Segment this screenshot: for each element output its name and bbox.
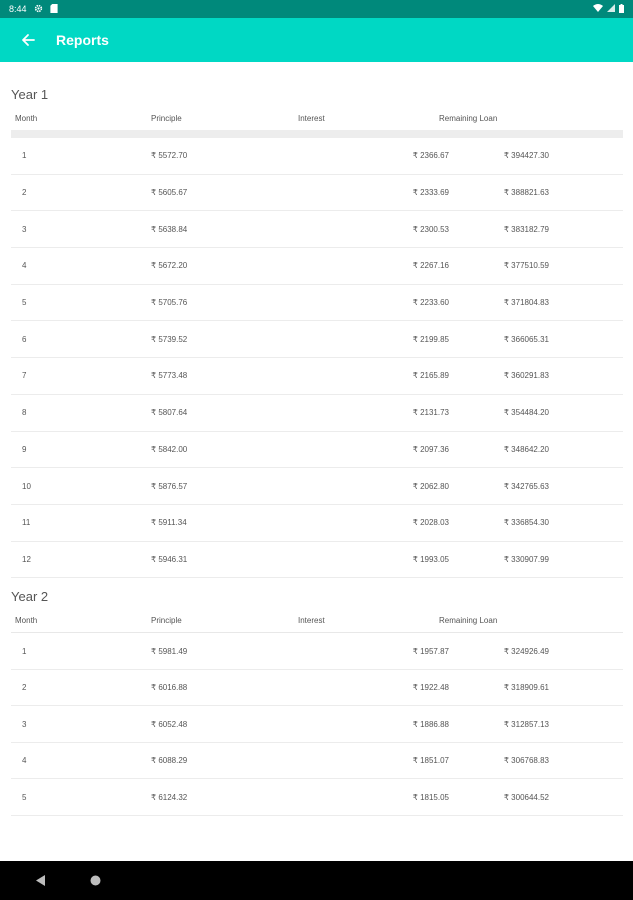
table-row <box>11 743 623 780</box>
gear-icon <box>34 4 43 15</box>
status-bar <box>0 0 633 18</box>
cell-principle: ₹ 5739.52 <box>151 334 188 344</box>
back-triangle-icon <box>36 875 46 886</box>
cell-month: 5 <box>22 298 27 308</box>
cell-principle: ₹ 5842.00 <box>151 444 188 454</box>
cell-remaining-loan: ₹ 366065.31 <box>503 334 549 344</box>
cell-interest: ₹ 2199.85 <box>412 334 449 344</box>
cell-principle: ₹ 5946.31 <box>151 554 188 564</box>
header-principle: Principle <box>151 113 182 123</box>
cell-principle: ₹ 5911.34 <box>151 518 187 528</box>
cell-remaining-loan: ₹ 371804.83 <box>503 298 549 308</box>
year-title: Year 1 <box>11 87 49 102</box>
table-row <box>11 505 623 542</box>
cell-remaining-loan: ₹ 348642.20 <box>503 444 549 454</box>
cell-interest: ₹ 2131.73 <box>412 408 449 418</box>
cell-interest: ₹ 1922.48 <box>412 683 449 692</box>
system-nav-bar <box>0 861 633 900</box>
cell-interest: ₹ 2165.89 <box>412 371 449 381</box>
table-row <box>11 432 623 469</box>
cell-interest: ₹ 2028.03 <box>412 518 449 528</box>
cell-month: 3 <box>22 719 27 729</box>
year-title: Year 2 <box>11 589 49 605</box>
table-row <box>11 321 623 358</box>
cell-month: 2 <box>22 188 27 198</box>
cell-interest: ₹ 2097.36 <box>412 444 449 454</box>
cell-month: 1 <box>22 151 27 161</box>
header-month: Month <box>15 113 38 123</box>
header-remaining-loan: Remaining Loan <box>439 615 498 625</box>
cell-principle: ₹ 6124.32 <box>151 792 188 802</box>
table-header <box>11 106 623 130</box>
table-row <box>11 633 623 670</box>
cell-principle: ₹ 6052.48 <box>151 719 188 729</box>
table-row <box>11 358 623 395</box>
cell-remaining-loan: ₹ 388821.63 <box>503 188 549 198</box>
cell-principle: ₹ 5876.57 <box>151 481 188 491</box>
cell-interest: ₹ 1957.87 <box>412 646 449 656</box>
table-row <box>11 138 623 175</box>
cell-principle: ₹ 5981.49 <box>151 646 188 656</box>
cell-month: 1 <box>22 646 27 656</box>
cell-principle: ₹ 5807.64 <box>151 408 188 418</box>
cell-month: 7 <box>22 371 27 381</box>
cell-remaining-loan: ₹ 394427.30 <box>503 151 549 161</box>
table-row <box>11 211 623 248</box>
cell-month: 4 <box>22 261 27 271</box>
table-row <box>11 395 623 432</box>
header-interest: Interest <box>298 113 325 123</box>
page-title: Reports <box>56 32 109 48</box>
cell-interest: ₹ 1886.88 <box>412 719 449 729</box>
cell-remaining-loan: ₹ 312857.13 <box>503 719 549 729</box>
cell-principle: ₹ 6016.88 <box>151 683 188 692</box>
cell-remaining-loan: ₹ 354484.20 <box>503 408 549 418</box>
cell-remaining-loan: ₹ 324926.49 <box>503 646 549 656</box>
cell-interest: ₹ 2233.60 <box>412 298 449 308</box>
cell-month: 11 <box>22 518 31 528</box>
cell-month: 3 <box>22 224 27 234</box>
header-interest: Interest <box>298 615 325 625</box>
cell-principle: ₹ 5572.70 <box>151 151 188 161</box>
cell-month: 5 <box>22 792 27 802</box>
cell-interest: ₹ 2300.53 <box>412 224 449 234</box>
cell-interest: ₹ 1815.05 <box>412 792 449 802</box>
table-row <box>11 468 623 505</box>
year1-table-body <box>11 138 623 578</box>
header-principle: Principle <box>151 615 182 625</box>
table-row <box>11 779 623 816</box>
home-circle-icon <box>90 875 101 886</box>
cell-interest: ₹ 2062.80 <box>412 481 449 491</box>
nav-home-button[interactable] <box>88 874 102 888</box>
header-remaining-loan: Remaining Loan <box>439 113 498 123</box>
table-row <box>11 670 623 707</box>
cell-month: 6 <box>22 334 27 344</box>
cell-month: 10 <box>22 481 31 491</box>
cell-principle: ₹ 5672.20 <box>151 261 188 271</box>
cell-remaining-loan: ₹ 336854.30 <box>503 518 549 528</box>
cell-principle: ₹ 5638.84 <box>151 224 188 234</box>
nav-back-button[interactable] <box>34 874 48 888</box>
table-row <box>11 175 623 212</box>
cell-month: 2 <box>22 683 27 692</box>
signal-icon <box>607 4 615 14</box>
cell-month: 12 <box>22 554 31 564</box>
cell-principle: ₹ 6088.29 <box>151 756 188 765</box>
table-row <box>11 285 623 322</box>
cell-interest: ₹ 2366.67 <box>412 151 449 161</box>
back-button[interactable] <box>18 30 38 50</box>
table-row <box>11 706 623 743</box>
cell-remaining-loan: ₹ 306768.83 <box>503 756 549 765</box>
cell-interest: ₹ 2267.16 <box>412 261 449 271</box>
cell-principle: ₹ 5705.76 <box>151 298 188 308</box>
cell-remaining-loan: ₹ 330907.99 <box>503 554 549 564</box>
app-bar <box>0 18 633 62</box>
table-row <box>11 248 623 285</box>
table-header <box>11 608 623 632</box>
reports-content[interactable] <box>11 62 623 816</box>
cell-principle: ₹ 5773.48 <box>151 371 188 381</box>
cell-remaining-loan: ₹ 318909.61 <box>503 683 549 692</box>
cell-month: 8 <box>22 408 27 418</box>
header-divider <box>11 130 623 138</box>
header-month: Month <box>15 615 38 625</box>
cell-remaining-loan: ₹ 300644.52 <box>503 792 549 802</box>
cell-interest: ₹ 2333.69 <box>412 188 449 198</box>
table-row <box>11 542 623 579</box>
battery-icon <box>619 4 624 15</box>
sd-card-icon <box>50 4 58 15</box>
cell-interest: ₹ 1851.07 <box>412 756 449 765</box>
status-time: 8:44 <box>9 4 27 14</box>
cell-remaining-loan: ₹ 383182.79 <box>503 224 549 234</box>
wifi-icon <box>593 4 603 14</box>
cell-month: 4 <box>22 756 27 765</box>
cell-remaining-loan: ₹ 342765.63 <box>503 481 549 491</box>
cell-remaining-loan: ₹ 377510.59 <box>503 261 549 271</box>
arrow-left-icon <box>21 33 35 47</box>
year2-table-body <box>11 633 623 816</box>
cell-month: 9 <box>22 444 27 454</box>
cell-interest: ₹ 1993.05 <box>412 554 449 564</box>
cell-remaining-loan: ₹ 360291.83 <box>503 371 549 381</box>
cell-principle: ₹ 5605.67 <box>151 188 188 198</box>
